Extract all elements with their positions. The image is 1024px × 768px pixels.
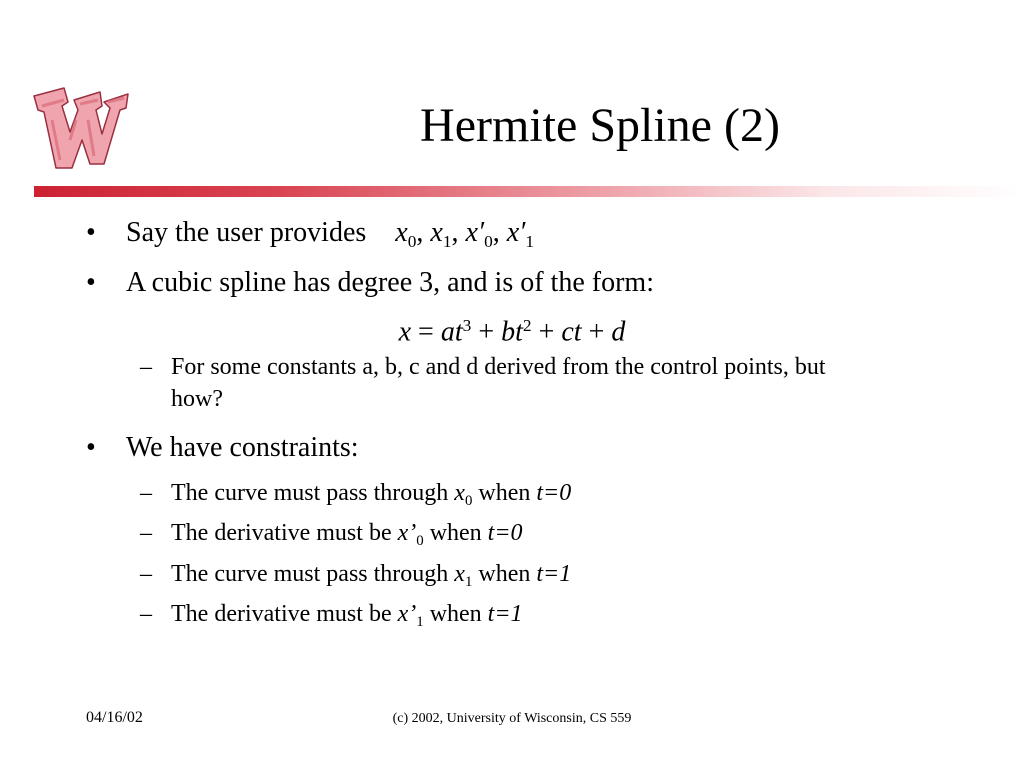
subbullet-marker: – [140, 354, 152, 380]
cubic-formula: $x = at^3 + bt^2$ + ct + d [398, 316, 626, 348]
constraint-item: The derivative must be $x’_0$ when t=0 [171, 520, 523, 550]
provided-points-math: $x_0$, $x_1$, $x'_0$, $x'_1$ [395, 217, 535, 252]
slide-title: Hermite Spline (2) [420, 99, 780, 152]
bullet-text: Say the user provides [126, 217, 367, 248]
footer-date: 04/16/02 [86, 709, 143, 726]
subbullet-marker: – [140, 520, 152, 546]
bullet-cubic: A cubic spline has degree 3, and is of the form: [126, 267, 654, 298]
footer-copyright: (c) 2002, University of Wisconsin, CS 559 [392, 711, 632, 726]
bullet-marker: • [86, 432, 96, 463]
bullet-marker: • [86, 267, 96, 298]
bullet-marker: • [86, 217, 96, 248]
title-divider [34, 186, 1024, 197]
bullet-constraints: We have constraints: [126, 432, 359, 463]
wisconsin-w-logo-icon [30, 80, 132, 176]
constraint-item: The curve must pass through $x_0$ when t=0 [171, 480, 572, 510]
constraint-item: The derivative must be $x’_1$ when t=1 [171, 601, 523, 631]
subbullet-marker: – [140, 561, 152, 587]
subbullet-marker: – [140, 480, 152, 506]
subbullet-constants: For some constants a, b, c and d derived from the control points, but how? [171, 354, 826, 412]
bullet-provides [126, 216, 534, 259]
constraint-item: The curve must pass through $x_1$ when t=1 [171, 561, 572, 591]
subbullet-marker: – [140, 601, 152, 627]
